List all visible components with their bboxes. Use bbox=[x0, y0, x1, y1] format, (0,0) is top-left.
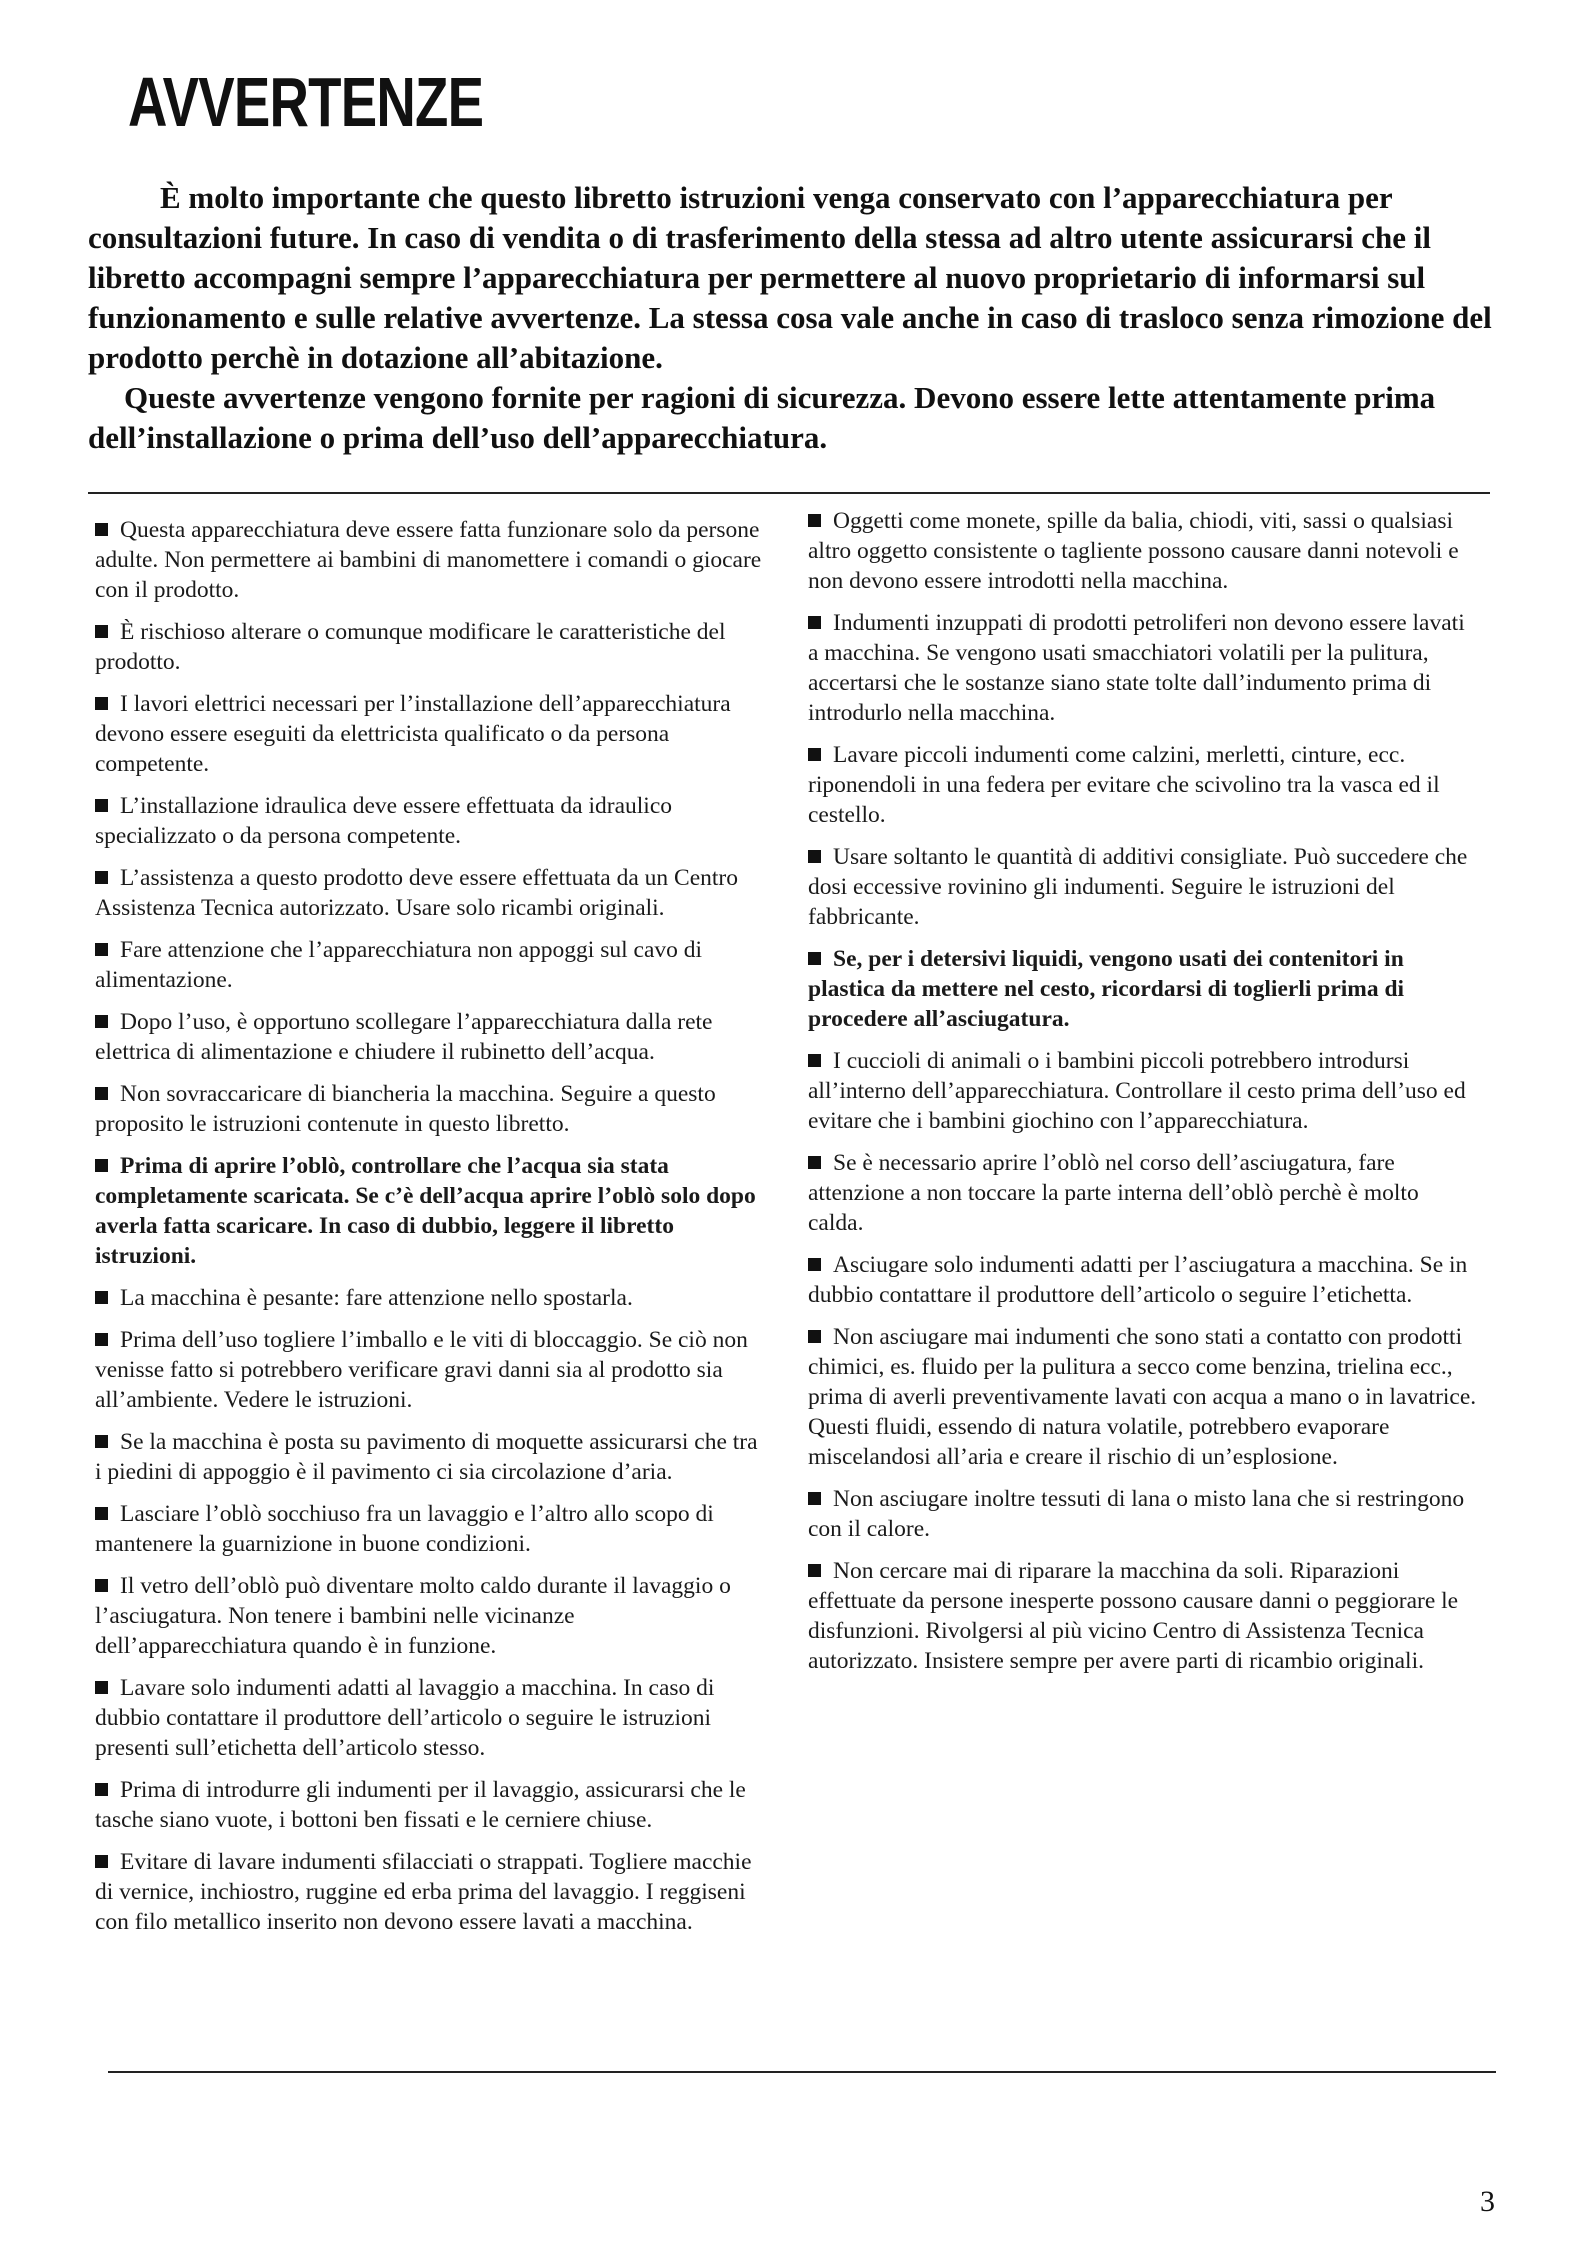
square-bullet-icon bbox=[95, 1435, 108, 1448]
warning-item: È rischioso alterare o comunque modificare le caratteristiche del prodotto. bbox=[95, 619, 726, 675]
square-bullet-icon bbox=[808, 1156, 821, 1169]
page-number: 3 bbox=[1480, 2185, 1495, 2218]
warning-item: Oggetti come monete, spille da balia, chiodi, viti, sassi o qualsiasi altro oggetto consistente o tagliente possono causare danni notevoli e non devono essere introdotti nella macchina. bbox=[808, 508, 1459, 594]
warning-item: I cuccioli di animali o i bambini piccoli potrebbero introdursi all’interno dell’apparecchiatura. Controllare il cesto prima dell’uso ed evitare che i bambini giochino con l’apparecchiatura. bbox=[808, 1048, 1466, 1134]
intro-section bbox=[88, 178, 1498, 458]
square-bullet-icon bbox=[808, 952, 821, 965]
warning-item: Se la macchina è posta su pavimento di moquette assicurarsi che tra i piedini di appoggio è il pavimento ci sia circolazione d’aria. bbox=[95, 1429, 758, 1485]
warning-item: La macchina è pesante: fare attenzione nello spostarla. bbox=[95, 1283, 765, 1313]
square-bullet-icon bbox=[95, 1087, 108, 1100]
warning-item: Il vetro dell’oblò può diventare molto caldo durante il lavaggio o l’asciugatura. Non tenere i bambini nelle vicinanze dell’apparecchiatura quando è in funzione. bbox=[95, 1573, 731, 1659]
square-bullet-icon bbox=[95, 1507, 108, 1520]
warning-item: Se è necessario aprire l’oblò nel corso dell’asciugatura, fare attenzione a non toccare la parte interna dell’oblò perchè è molto calda. bbox=[808, 1150, 1419, 1236]
warning-item: I lavori elettrici necessari per l’installazione dell’apparecchiatura devono essere eseguiti da elettricista qualificato o da persona competente. bbox=[95, 691, 731, 777]
square-bullet-icon bbox=[95, 625, 108, 638]
warning-item: Evitare di lavare indumenti sfilacciati o strappati. Togliere macchie di vernice, inchiostro, ruggine ed erba prima del lavaggio. I reggiseni con filo metallico inserito non devono essere lavati a macchina. bbox=[95, 1849, 752, 1935]
square-bullet-icon bbox=[808, 1492, 821, 1505]
warning-item: Non sovraccaricare di biancheria la macchina. Seguire a questo proposito le istruzioni contenute in questo libretto. bbox=[95, 1081, 716, 1137]
right-column bbox=[808, 506, 1478, 1688]
square-bullet-icon bbox=[95, 799, 108, 812]
square-bullet-icon bbox=[808, 748, 821, 761]
square-bullet-icon bbox=[95, 1015, 108, 1028]
top-divider bbox=[88, 492, 1490, 494]
warning-item: Non asciugare inoltre tessuti di lana o misto lana che si restringono con il calore. bbox=[808, 1486, 1465, 1542]
square-bullet-icon bbox=[95, 1291, 108, 1304]
square-bullet-icon bbox=[95, 1159, 108, 1172]
square-bullet-icon bbox=[808, 1330, 821, 1343]
warning-item: L’assistenza a questo prodotto deve essere effettuata da un Centro Assistenza Tecnica autorizzato. Usare solo ricambi originali. bbox=[95, 865, 738, 921]
intro-paragraph-2: Queste avvertenze vengono fornite per ragioni di sicurezza. Devono essere lette attentamente prima dell’installazione o prima dell’uso dell’apparecchiatura. bbox=[88, 380, 1436, 455]
square-bullet-icon bbox=[95, 1579, 108, 1592]
left-column bbox=[95, 515, 765, 1949]
square-bullet-icon bbox=[95, 697, 108, 710]
square-bullet-icon bbox=[95, 871, 108, 884]
warning-item: Lavare piccoli indumenti come calzini, merletti, cinture, ecc. riponendoli in una federa per evitare che scivolino tra la vasca ed il cestello. bbox=[808, 742, 1440, 828]
square-bullet-icon bbox=[808, 1564, 821, 1577]
square-bullet-icon bbox=[95, 1681, 108, 1694]
warning-item-important: Se, per i detersivi liquidi, vengono usati dei contenitori in plastica da mettere nel cesto, ricordarsi di toglierli prima di procedere all’asciugatura. bbox=[808, 946, 1405, 1032]
square-bullet-icon bbox=[808, 850, 821, 863]
warning-item: Dopo l’uso, è opportuno scollegare l’apparecchiatura dalla rete elettrica di alimentazione e chiudere il rubinetto dell’acqua. bbox=[95, 1009, 713, 1065]
warning-item: Indumenti inzuppati di prodotti petroliferi non devono essere lavati a macchina. Se vengono usati smacchiatori volatili per la pulitura, accertarsi che le sostanze siano state tolte dall’indumento prima di introdurlo nella macchina. bbox=[808, 610, 1465, 726]
intro-paragraph-1: È molto importante che questo libretto istruzioni venga conservato con l’apparecchiatura per consultazioni future. In caso di vendita o di trasferimento della stessa ad altro utente assicurarsi che il libretto accompagni sempre l’apparecchiatura per permettere al nuovo proprietario di informarsi sul funzionamento e sulle relative avvertenze. La stessa cosa vale anche in caso di trasloco senza rimozione del prodotto perchè in dotazione all’abitazione. bbox=[88, 180, 1492, 375]
warning-item: Questa apparecchiatura deve essere fatta funzionare solo da persone adulte. Non permettere ai bambini di manomettere i comandi o giocare con il prodotto. bbox=[95, 517, 762, 603]
page-title: AVVERTENZE bbox=[128, 63, 484, 141]
warning-item: Fare attenzione che l’apparecchiatura non appoggi sul cavo di alimentazione. bbox=[95, 937, 703, 993]
warning-item: Usare soltanto le quantità di additivi consigliate. Può succedere che dosi eccessive rovinino gli indumenti. Seguire le istruzioni del fabbricante. bbox=[808, 844, 1468, 930]
warning-item: Non asciugare mai indumenti che sono stati a contatto con prodotti chimici, es. fluido per la pulitura a secco come benzina, trielina ecc., prima di averli preventivamente lavati con acqua a mano o in lavatrice. Questi fluidi, essendo di natura volatile, potrebbero evaporare miscelandosi all’aria e creare il rischio di un’esplosione. bbox=[808, 1324, 1477, 1470]
warning-item: Non cercare mai di riparare la macchina da soli. Riparazioni effettuate da persone inesperte possono causare danni o peggiorare le disfunzioni. Rivolgersi al più vicino Centro di Assistenza Tecnica autorizzato. Insistere sempre per avere parti di ricambio originali. bbox=[808, 1558, 1459, 1674]
square-bullet-icon bbox=[95, 1333, 108, 1346]
square-bullet-icon bbox=[95, 943, 108, 956]
warning-item: L’installazione idraulica deve essere effettuata da idraulico specializzato o da persona competente. bbox=[95, 793, 672, 849]
square-bullet-icon bbox=[95, 1855, 108, 1868]
warning-item: Lavare solo indumenti adatti al lavaggio a macchina. In caso di dubbio contattare il produttore dell’articolo o seguire le istruzioni presenti sull’etichetta dell’articolo stesso. bbox=[95, 1675, 715, 1761]
square-bullet-icon bbox=[808, 514, 821, 527]
square-bullet-icon bbox=[95, 523, 108, 536]
warning-item: Prima di introdurre gli indumenti per il lavaggio, assicurarsi che le tasche siano vuote, i bottoni ben fissati e le cerniere chiuse. bbox=[95, 1777, 746, 1833]
warning-item: Asciugare solo indumenti adatti per l’asciugatura a macchina. Se in dubbio contattare il produttore dell’articolo o seguire l’etichetta. bbox=[808, 1252, 1468, 1308]
square-bullet-icon bbox=[808, 1258, 821, 1271]
warning-item: Prima dell’uso togliere l’imballo e le viti di bloccaggio. Se ciò non venisse fatto si potrebbero verificare gravi danni sia al prodotto sia all’ambiente. Vedere le istruzioni. bbox=[95, 1327, 748, 1413]
warning-item-important: Prima di aprire l’oblò, controllare che l’acqua sia stata completamente scaricata. Se c’è dell’acqua aprire l’oblò solo dopo averla fatta scaricare. In caso di dubbio, leggere il libretto istruzioni. bbox=[95, 1153, 756, 1269]
square-bullet-icon bbox=[808, 616, 821, 629]
warning-item: Lasciare l’oblò socchiuso fra un lavaggio e l’altro allo scopo di mantenere la guarnizione in buone condizioni. bbox=[95, 1501, 714, 1557]
square-bullet-icon bbox=[95, 1783, 108, 1796]
square-bullet-icon bbox=[808, 1054, 821, 1067]
bottom-divider bbox=[108, 2071, 1496, 2073]
